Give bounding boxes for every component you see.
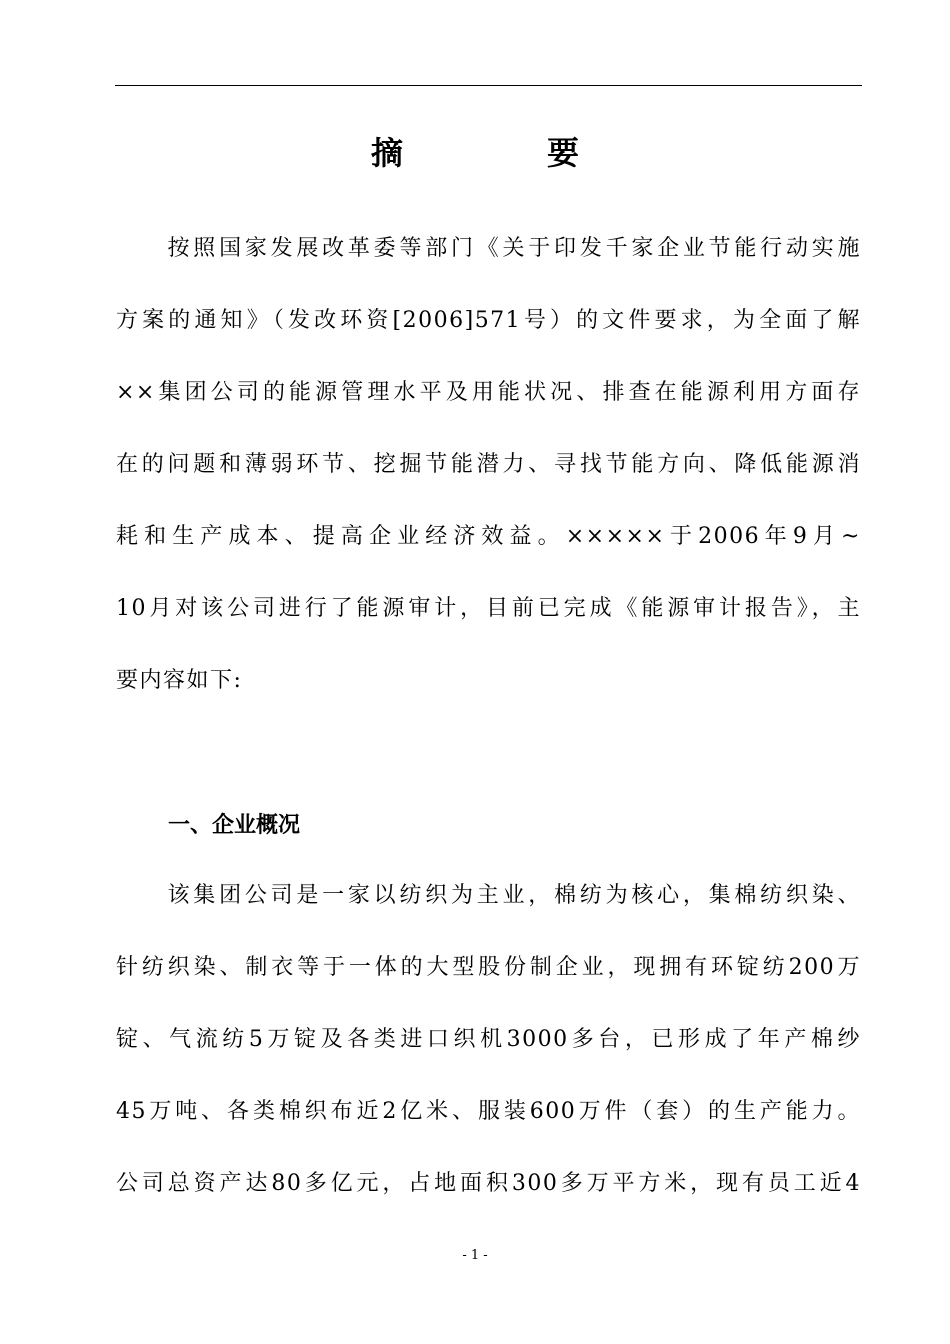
header-rule	[115, 85, 862, 86]
text-line: 在的问题和薄弱环节、挖掘节能潜力、寻找节能方向、降低能源消	[116, 452, 861, 477]
page-number: - 1 -	[462, 1248, 488, 1263]
company-overview-paragraph	[116, 860, 861, 1220]
text-line: 该集团公司是一家以纺织为主业，棉纺为核心，集棉纺织染、	[116, 883, 861, 908]
intro-paragraph	[116, 213, 861, 717]
section-heading-company-overview: 一、企业概况	[168, 813, 301, 838]
text-line: 10月对该公司进行了能源审计，目前已完成《能源审计报告》，主	[116, 596, 861, 621]
text-line: 要内容如下:	[116, 668, 243, 693]
page-title: 摘 要	[370, 134, 635, 172]
text-line: 针纺织染、制衣等于一体的大型股份制企业，现拥有环锭纺200万	[116, 955, 861, 980]
text-line: 锭、气流纺5万锭及各类进口织机3000多台，已形成了年产棉纱	[116, 1027, 861, 1052]
text-line: 方案的通知》（发改环资[2006]571号）的文件要求，为全面了解	[116, 308, 861, 333]
text-line: 按照国家发展改革委等部门《关于印发千家企业节能行动实施	[116, 236, 861, 261]
text-line: 45万吨、各类棉织布近2亿米、服装600万件（套）的生产能力。	[116, 1099, 861, 1124]
text-line: 公司总资产达80多亿元，占地面积300多万平方米，现有员工近4	[116, 1171, 861, 1196]
text-line: ××集团公司的能源管理水平及用能状况、排查在能源利用方面存	[116, 380, 861, 405]
text-line: 耗和生产成本、提高企业经济效益。×××××于2006年9月~	[116, 524, 861, 549]
